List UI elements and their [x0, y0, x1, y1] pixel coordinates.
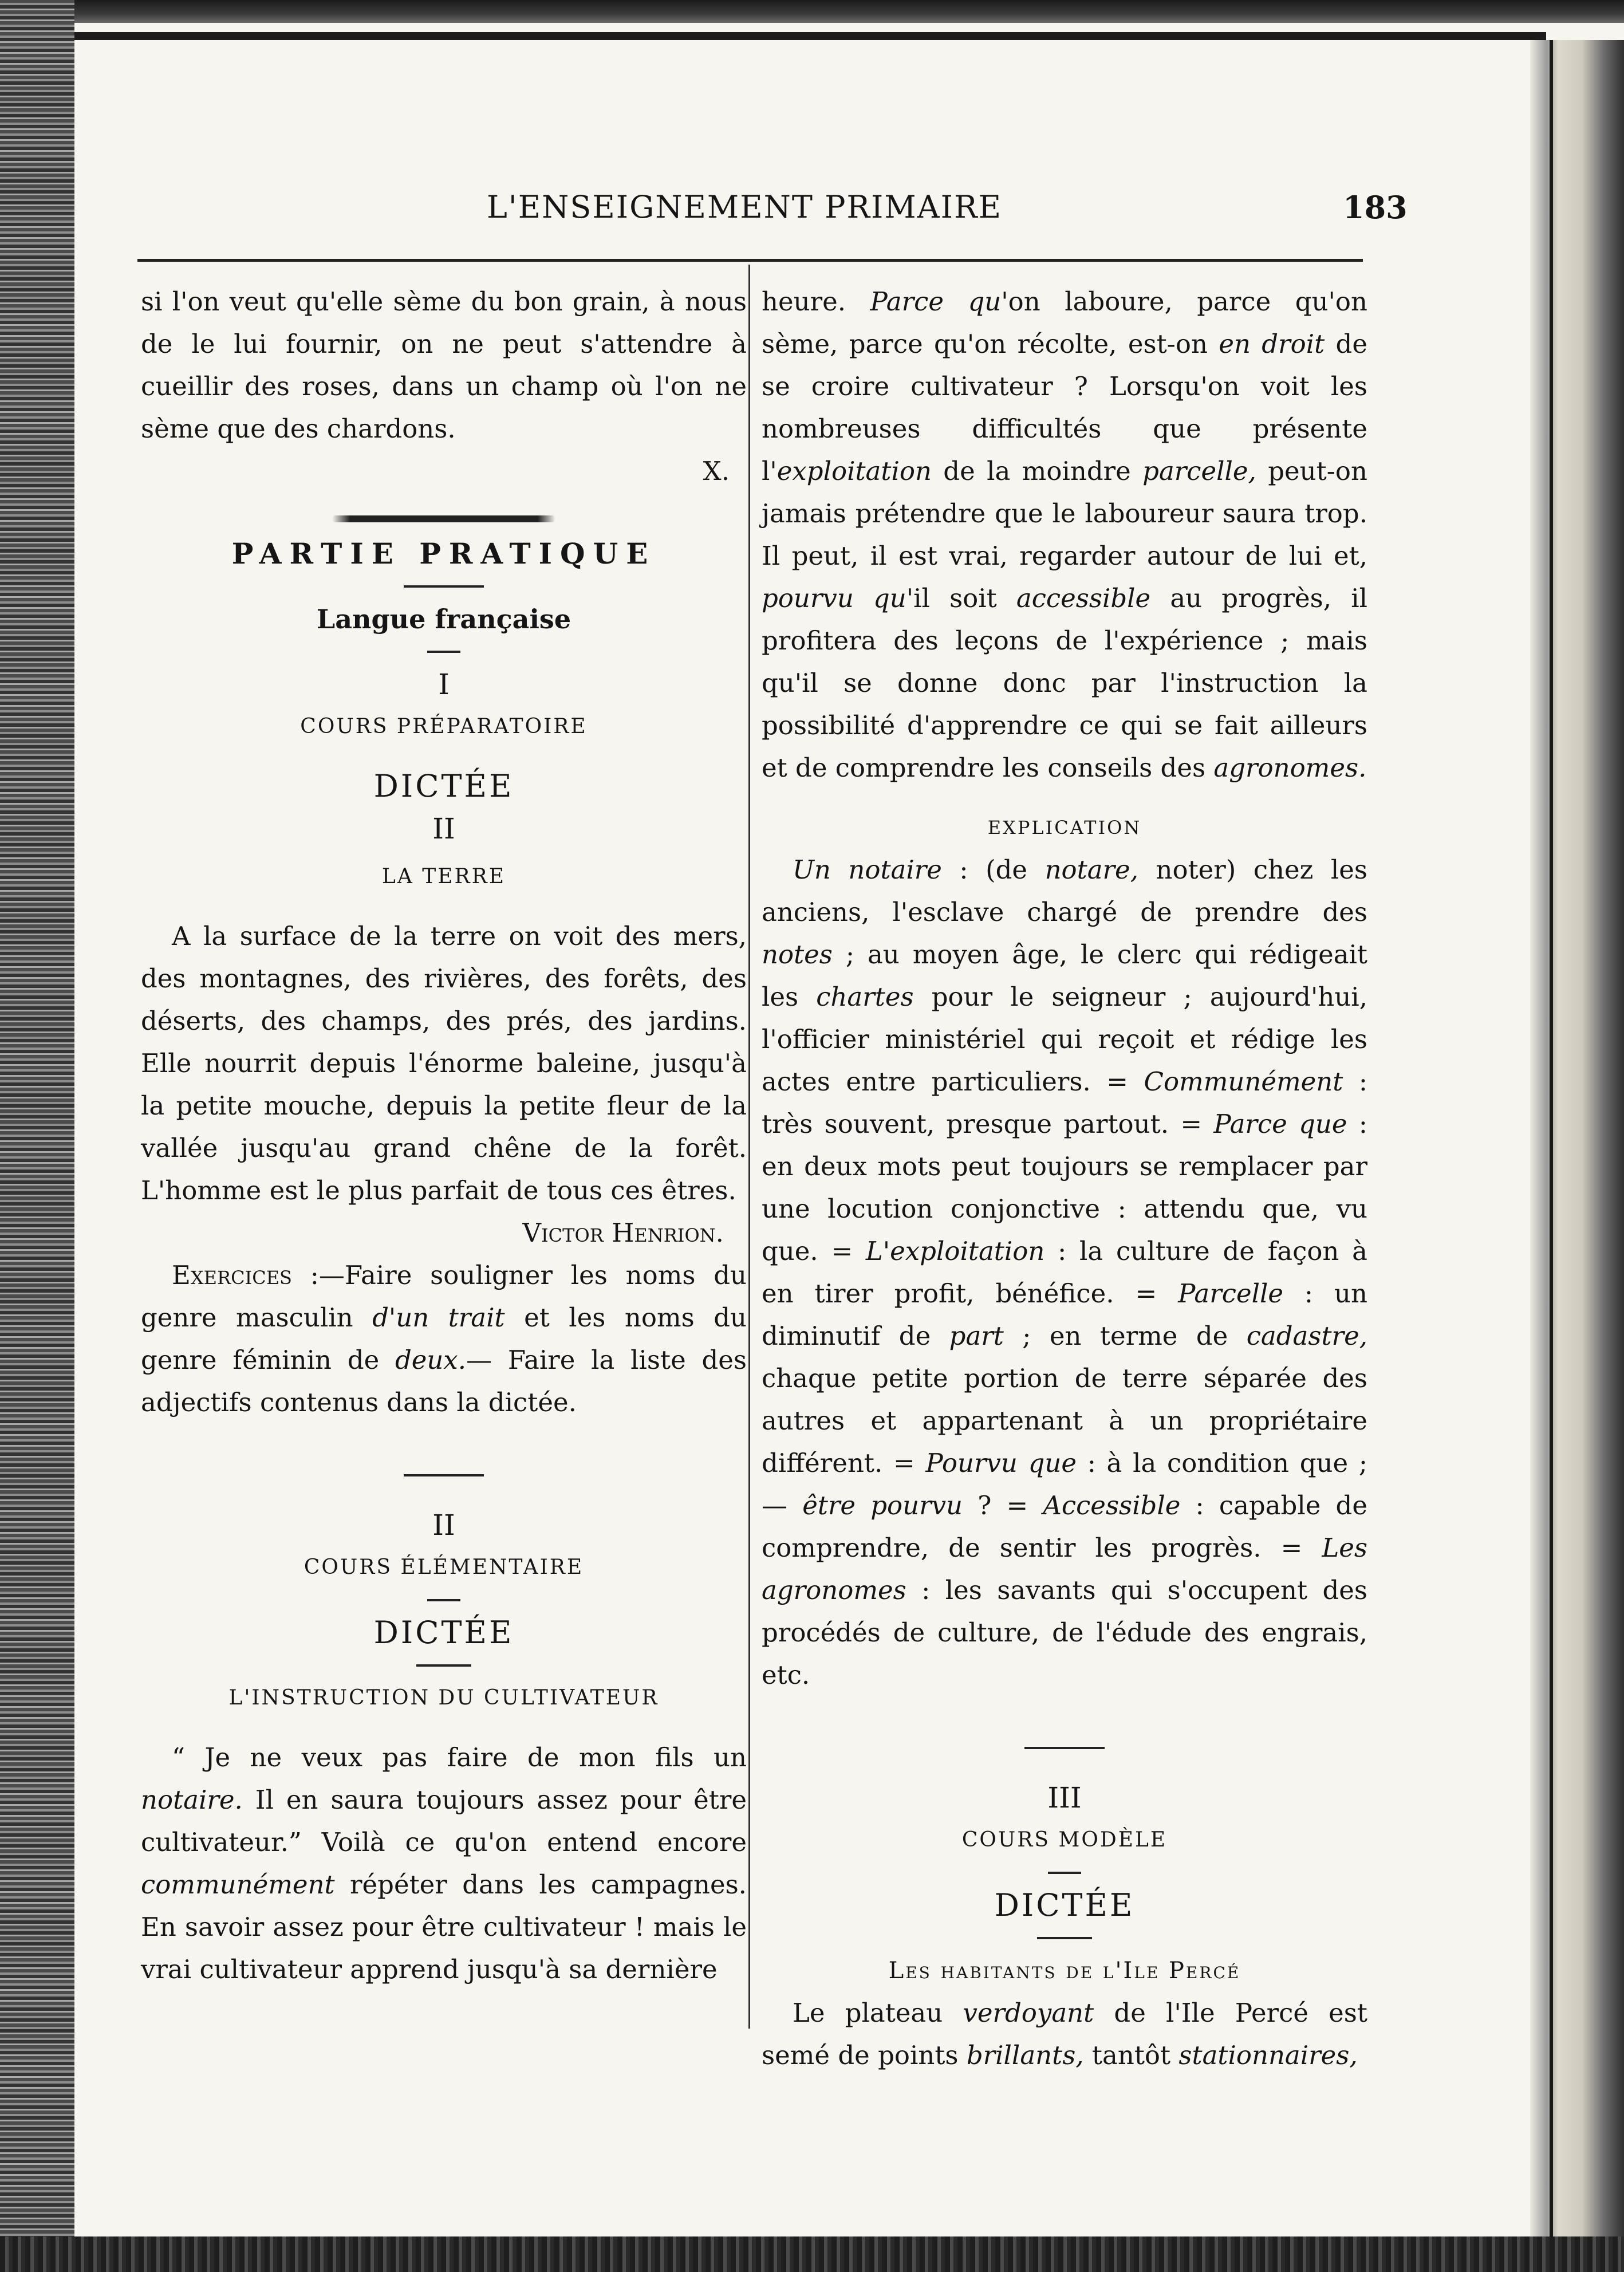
- rule-dash: [416, 1664, 471, 1667]
- column-divider: [748, 265, 750, 2029]
- rule-dash: [427, 1599, 460, 1601]
- rule-dash: [404, 1474, 484, 1476]
- rule-dash: [1024, 1747, 1105, 1749]
- text-run: Accessible: [1043, 1490, 1181, 1521]
- intro-signature: X.: [703, 456, 730, 486]
- text-run: : en deux mots peut toujours se remplacer par une locution conjonctive : attendu que, vu que. =: [762, 1109, 1367, 1266]
- text-run: “ Je ne veux pas faire de mon fils un: [172, 1742, 747, 1773]
- text-run: Les agronomes: [762, 1533, 1367, 1605]
- subsection-title: Langue française: [316, 604, 571, 635]
- text-run: ; au moyen âge, le clerc qui rédigeait les: [762, 939, 1367, 1012]
- course3-title: COURS MODÈLE: [961, 1828, 1168, 1852]
- text-run: : capable de comprendre, de sentir les progrès. =: [762, 1490, 1367, 1563]
- text-run: Exercices: [172, 1260, 292, 1290]
- text-run: Pourvu que: [925, 1448, 1077, 1478]
- course1-number: I: [438, 668, 450, 701]
- text-run: : à la condition que ; —: [762, 1448, 1368, 1521]
- dictee3-text: [762, 1992, 1367, 2077]
- text-run: répéter dans les campagnes. En savoir assez pour être cultivateur ! mais le vrai cultivateur apprend jusqu'à sa dernière: [141, 1869, 747, 1984]
- continuation-paragraph: [762, 281, 1367, 789]
- text-run: et les noms du genre féminin de: [141, 1302, 747, 1375]
- rule-dash: [1037, 1937, 1092, 1939]
- text-run: Parce que: [1213, 1109, 1347, 1139]
- scan-binding-line: [1550, 40, 1553, 2239]
- text-run: communément: [141, 1869, 335, 1900]
- text-run: il soit: [913, 583, 1016, 613]
- text-run: noter) chez les anciens, l'esclave chargé de prendre des: [762, 855, 1367, 927]
- right-column: [762, 281, 1367, 2077]
- rule-dash: [1048, 1872, 1081, 1874]
- text-run: ; en terme de: [1003, 1321, 1247, 1351]
- dictee2-title: L'INSTRUCTION DU CULTIVATEUR: [228, 1686, 659, 1710]
- explication-label: EXPLICATION: [987, 817, 1142, 838]
- course2-number: II: [432, 1509, 455, 1542]
- text-run: cadastre,: [1246, 1321, 1368, 1351]
- text-run: :—Faire souligner les noms du genre masculin: [141, 1260, 747, 1333]
- rule-dash: [404, 585, 484, 588]
- text-run: si l'on veut qu'elle sème du bon grain, à nous de le lui fournir, on ne peut s'attendre à cueillir des roses, dans un champ où l'on ne sème que des chardons.: [141, 286, 747, 444]
- rule-dash: [427, 651, 460, 653]
- text-run: peut-on jamais prétendre que le laboureur saura trop. Il peut, il est vrai, regarder autour de lui et,: [762, 456, 1367, 571]
- course1-title: COURS PRÉPARATOIRE: [300, 715, 588, 738]
- text-run: notes: [762, 939, 833, 970]
- scan-right-edge: [1530, 40, 1624, 2239]
- text-run: de la moindre: [931, 456, 1143, 486]
- text-run: chartes: [816, 982, 914, 1012]
- scan-left-edge: [0, 0, 74, 2272]
- text-run: ? =: [963, 1490, 1043, 1521]
- text-run: être pourvu: [802, 1490, 963, 1521]
- text-run: — Faire la liste des adjectifs contenus dans la dictée.: [141, 1345, 747, 1417]
- text-run: Parcelle: [1178, 1278, 1283, 1309]
- dictee1-text: [141, 915, 747, 1212]
- text-run: : un diminutif de: [762, 1278, 1367, 1351]
- section-ornament: [332, 515, 555, 522]
- text-run: Il en saura toujours assez pour être cultivateur.” Voilà ce qu'on entend encore: [141, 1785, 747, 1857]
- text-run: notaire.: [141, 1785, 243, 1815]
- text-run: agronomes.: [1213, 753, 1367, 783]
- text-run: exploitation: [776, 456, 932, 486]
- text-run: pour le seigneur ; aujourd'hui, l'officier ministériel qui reçoit et rédige les actes entre particuliers. =: [762, 982, 1368, 1097]
- dictee2-label: DICTÉE: [373, 1615, 514, 1651]
- dictee1-title: LA TERRE: [381, 865, 506, 888]
- intro-paragraph: [141, 281, 747, 450]
- text-run: de se croire cultivateur ? Lorsqu'on voit les nombreuses difficultés que présente l': [762, 329, 1367, 486]
- text-run: en droit: [1219, 329, 1325, 359]
- text-run: Parce qu': [870, 286, 1008, 317]
- course3-number: III: [1047, 1781, 1082, 1814]
- dictee2-text: [141, 1737, 747, 1991]
- text-run: : (de: [941, 855, 1045, 885]
- section-title: PARTIE PRATIQUE: [231, 537, 656, 570]
- text-run: tantôt: [1083, 2040, 1179, 2070]
- text-run: Le plateau: [793, 1998, 963, 2028]
- text-run: part: [949, 1321, 1004, 1351]
- text-run: : la culture de façon à en tirer profit, bénéfice. =: [762, 1236, 1367, 1309]
- text-run: on laboure, parce qu'on sème, parce qu'on récolte, est-on: [762, 286, 1367, 359]
- text-run: heure.: [762, 286, 870, 317]
- running-title: L'ENSEIGNEMENT PRIMAIRE: [487, 189, 1003, 225]
- text-run: : les savants qui s'occupent des procédés de culture, de l'édude des engrais, etc.: [762, 1575, 1367, 1690]
- scan-top-rule: [0, 32, 1546, 40]
- text-run: Communément: [1144, 1066, 1343, 1097]
- left-column: [141, 281, 747, 1991]
- text-run: deux.: [395, 1345, 467, 1375]
- text-run: notare,: [1044, 855, 1138, 885]
- text-run: accessible: [1016, 583, 1151, 613]
- dictee1-label: DICTÉE: [373, 768, 514, 804]
- explication-paragraph: [762, 849, 1367, 1696]
- text-run: L'exploitation: [865, 1236, 1045, 1266]
- text-run: stationnaires,: [1178, 2040, 1358, 2070]
- text-run: Un notaire: [793, 855, 942, 885]
- scan-bottom-edge: [0, 2236, 1624, 2272]
- header-rule: [137, 259, 1363, 262]
- text-run: au progrès, il profitera des leçons de l'expérience ; mais qu'il se donne donc par l'instruction la possibilité d'apprendre ce qui se fait ailleurs et de comprendre les conseils des: [762, 583, 1367, 783]
- dictee3-title: Les habitants de l'Ile Percé: [888, 1958, 1241, 1984]
- page-number: 183: [1343, 189, 1408, 226]
- text-run: pourvu qu': [762, 583, 914, 613]
- text-run: brillants,: [966, 2040, 1084, 2070]
- text-run: chaque petite portion de terre séparée des autres et appartenant à un propriétaire différent. =: [762, 1363, 1367, 1478]
- course2-title: COURS ÉLÉMENTAIRE: [303, 1556, 584, 1579]
- dictee3-label: DICTÉE: [994, 1887, 1135, 1923]
- dictee1-author: Victor Henrion.: [522, 1218, 724, 1248]
- text-run: A la surface de la terre on voit des mers, des montagnes, des rivières, des forêts, des déserts, des champs, des prés, des jardins. Elle nourrit depuis l'énorme baleine, jusqu'à la petite mouche, depuis la petite fleur de la vallée jusqu'au grand chêne de la forêt. L'homme est le plus parfait de tous ces êtres.: [141, 921, 747, 1206]
- page-header: [487, 189, 1408, 235]
- exercices-paragraph: [141, 1254, 747, 1424]
- text-run: : très souvent, presque partout. =: [762, 1066, 1368, 1139]
- scan-top-edge: [0, 0, 1624, 23]
- text-run: verdoyant: [963, 1998, 1094, 2028]
- text-run: d'un trait: [372, 1302, 505, 1333]
- text-run: de l'Ile Percé est semé de points: [762, 1998, 1367, 2070]
- text-run: parcelle,: [1142, 456, 1256, 486]
- dictee1-number: II: [432, 812, 455, 845]
